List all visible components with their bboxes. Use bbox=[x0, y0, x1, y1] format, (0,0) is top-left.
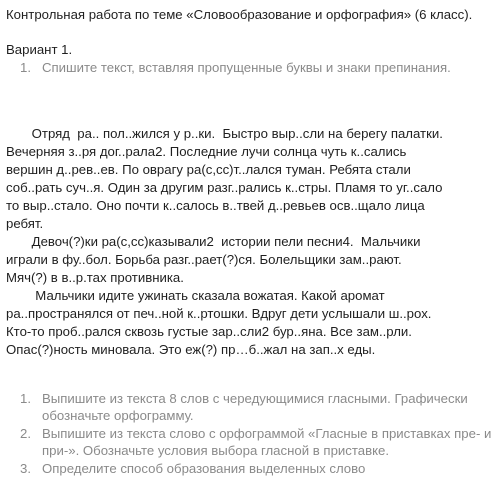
task-list-bottom bbox=[6, 390, 494, 478]
task-item-b3 bbox=[6, 460, 494, 477]
exercise-text bbox=[6, 125, 496, 359]
text-line: Отряд ра.. пол..жился у р..ки. Быстро выр..сли на берегу палатки. bbox=[6, 126, 443, 141]
page-title: Контрольная работа по теме «Словообразование и орфография» (6 класс). bbox=[6, 7, 473, 22]
text-line: соб..рать суч..я. Один за другим разг..рались к..стры. Пламя то уг..сало bbox=[6, 180, 443, 195]
text-line: Мальчики идите ужинать сказала вожатая. Какой аромат bbox=[6, 288, 385, 303]
task-item-1 bbox=[6, 59, 494, 77]
text-line: Кто-то проб..рался сквозь густые зар..сли2 бур..яна. Все зам..рли. bbox=[6, 324, 412, 339]
task-text: Выпишите из текста 8 слов с чередующимися гласными. Графически обозначьте орфограмму. bbox=[42, 391, 468, 423]
variant-label: Вариант 1. bbox=[6, 42, 73, 57]
text-line: вершин д..рев..ев. По оврагу ра(с,сс)т..лался туман. Ребята стали bbox=[6, 162, 411, 177]
task-number: 1. bbox=[20, 60, 31, 75]
task-list-top bbox=[6, 59, 494, 77]
task-number: 1. bbox=[20, 391, 31, 406]
task-text: Определите способ образования выделенных слово bbox=[42, 461, 366, 476]
task-number: 3. bbox=[20, 461, 31, 476]
text-line: Мяч(?) в в..р.тах противника. bbox=[6, 270, 184, 285]
text-line: ра..пространялся от печ..ной к..ртошки. Вдруг дети услышали ш..рох. bbox=[6, 306, 432, 321]
text-line: Опас(?)ность миновала. Это еж(?) пр…б..жал на зап..х еды. bbox=[6, 342, 376, 357]
task-number: 2. bbox=[20, 426, 31, 441]
text-line: ребят. bbox=[6, 216, 44, 231]
text-line: Девоч(?)ки ра(с,сс)казывали2 истории пели песни4. Мальчики bbox=[6, 234, 421, 249]
text-line: то выр..стало. Оно почти к..салось в..твей д..ревьев осв..щало лица bbox=[6, 198, 425, 213]
task-text: Выпишите из текста слово с орфограммой «Гласные в приставках пре- и при-». Обозначьте условия выбора гласной в приставке. bbox=[42, 426, 492, 458]
task-item-b2 bbox=[6, 425, 494, 459]
task-item-b1 bbox=[6, 390, 494, 424]
text-line: играли в фу..бол. Борьба разг..рает(?)ся. Болельщики зам..рают. bbox=[6, 252, 402, 267]
text-line: Вечерняя з..ря дог..ралa2. Последние лучи солнца чуть к..сались bbox=[6, 144, 407, 159]
task-text: Спишите текст, вставляя пропущенные буквы и знаки препинания. bbox=[42, 60, 451, 75]
